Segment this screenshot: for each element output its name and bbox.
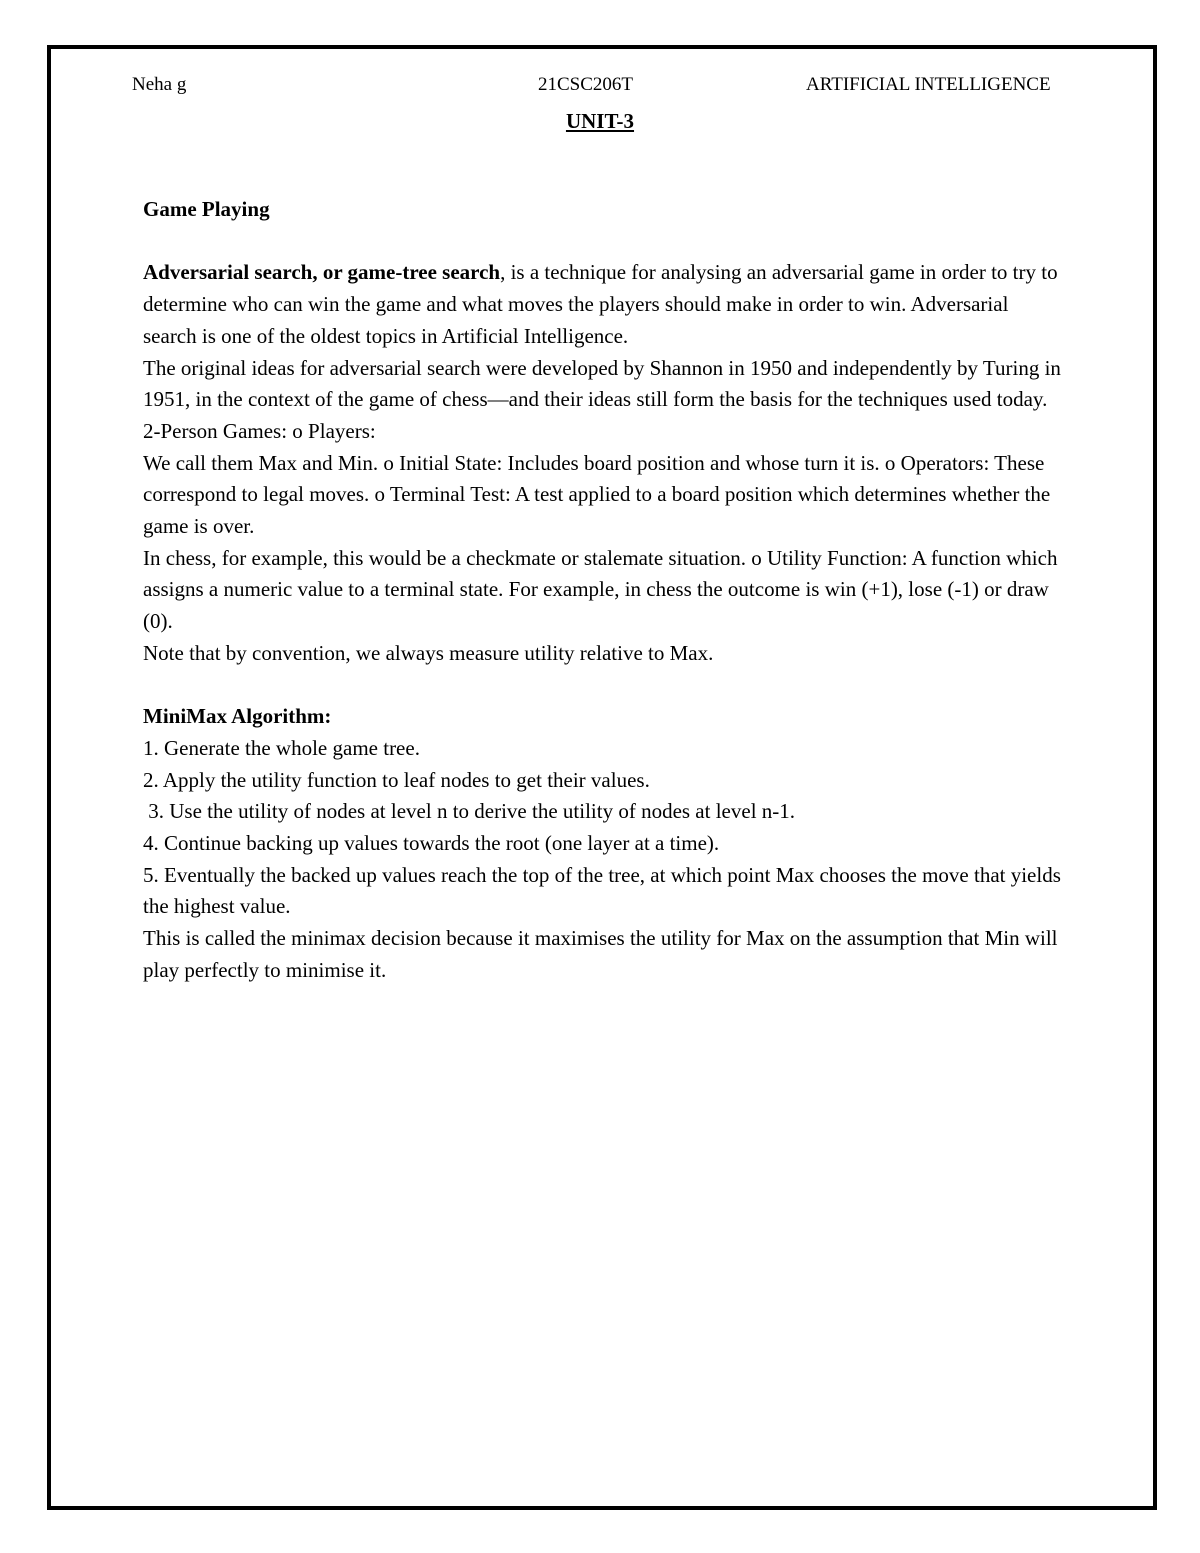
minimax-heading: MiniMax Algorithm: (143, 704, 332, 729)
intro-paragraph (143, 257, 1063, 352)
note-paragraph: Note that by convention, we always measure utility relative to Max. (143, 640, 714, 665)
document-body (143, 194, 1063, 987)
minimax-conclusion: This is called the minimax decision because it maximises the utility for Max on the assumption that Min will play perfectly to minimise it. (143, 926, 1058, 982)
game-playing-heading: Game Playing (143, 197, 270, 221)
spacer (143, 226, 1063, 258)
minimax-step-2: 2. Apply the utility function to leaf nodes to get their values. (143, 767, 650, 792)
chess-paragraph: In chess, for example, this would be a checkmate or stalemate situation. o Utility Function: A function which assigns a numeric value to a terminal state. For example, in chess the outcome is win (+1), lose (-1) or draw (0). (143, 545, 1058, 634)
history-paragraph: The original ideas for adversarial search were developed by Shannon in 1950 and independently by Turing in 1951, in the context of the game of chess—and their ideas still form the basis for the techniques used today. 2-Person Games: o Players: (143, 355, 1061, 443)
header-course-code: 21CSC206T (538, 74, 634, 95)
minimax-step-4: 4. Continue backing up values towards the root (one layer at a time). (143, 831, 720, 856)
intro-text: , is a technique for analysing an adversarial game in order to try to determine who can win the game and what moves the players should make in order to win. Adversarial search is one of the oldest topics in Artificial Intelligence. (143, 260, 1058, 348)
header-author: Neha g (132, 74, 187, 95)
unit-title: UNIT-3 (565, 109, 635, 133)
players-paragraph: We call them Max and Min. o Initial State: Includes board position and whose turn it is. o Operators: These correspond to legal moves. o Terminal Test: A test applied to a board position which determines whether the game is over. (143, 450, 1051, 539)
intro-bold-term: Adversarial search, or game-tree search (143, 260, 501, 285)
minimax-step-5: 5. Eventually the backed up values reach the top of the tree, at which point Max chooses the move that yields the highest value. (143, 862, 1061, 919)
minimax-step-3: 3. Use the utility of nodes at level n to derive the utility of nodes at level n-1. (143, 799, 796, 824)
spacer (143, 670, 1063, 702)
header-subject: ARTIFICIAL INTELLIGENCE (806, 74, 1051, 95)
minimax-step-1: 1. Generate the whole game tree. (143, 735, 420, 760)
